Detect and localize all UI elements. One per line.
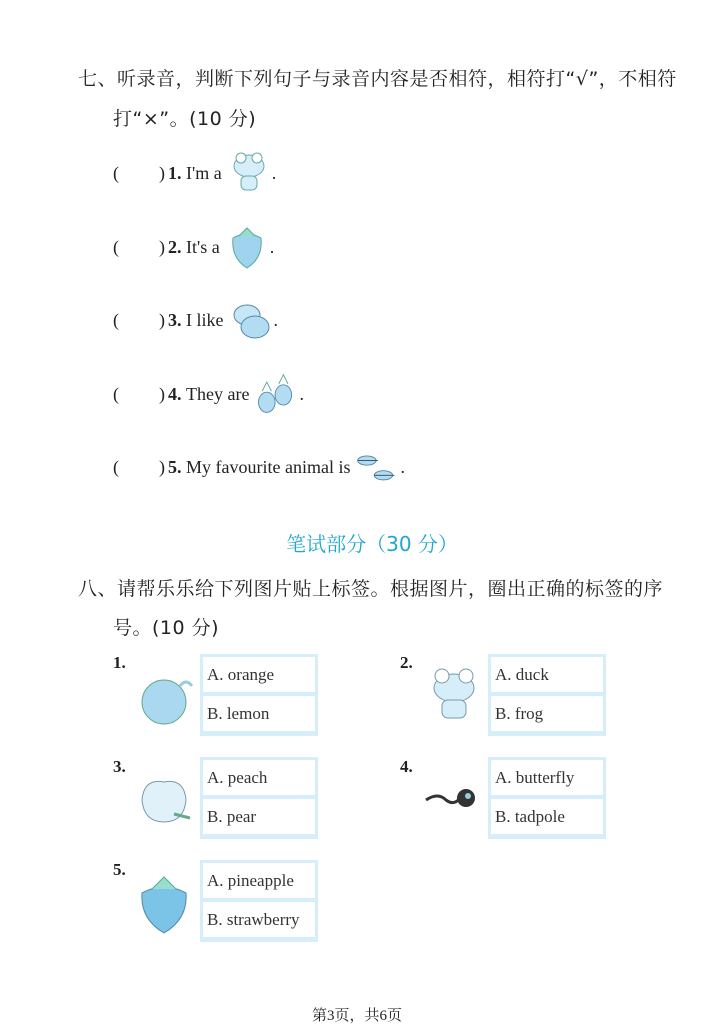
item-text: My favourite animal is xyxy=(186,456,351,477)
item-text: I'm a xyxy=(186,162,222,183)
written-section-heading: 笔试部分（30 分） xyxy=(286,532,458,556)
section8-instructions-cont: 号。(10 分) xyxy=(113,617,220,639)
listening-item-2: ( ) 2. It's a . xyxy=(113,222,274,272)
label-item-number: 5. xyxy=(113,860,126,879)
label-item-number: 4. xyxy=(400,757,413,776)
listening-item-1: ( ) 1. I'm a . xyxy=(113,148,276,198)
option-a[interactable]: A. orange xyxy=(203,657,315,692)
section8-instructions: 八、请帮乐乐给下列图片贴上标签。根据图片，圈出正确的标签的序 xyxy=(78,578,664,600)
option-b[interactable]: B. frog xyxy=(491,696,603,731)
option-a[interactable]: A. pineapple xyxy=(203,863,315,898)
tadpole-image xyxy=(424,770,484,830)
answer-blank[interactable]: ( ) xyxy=(113,162,165,183)
option-b[interactable]: B. pear xyxy=(203,799,315,834)
item-number: 2. xyxy=(168,236,182,257)
peach-image xyxy=(134,770,194,830)
answer-blank[interactable]: ( ) xyxy=(113,236,165,257)
answer-blank[interactable]: ( ) xyxy=(113,456,165,477)
answer-blank[interactable]: ( ) xyxy=(113,309,165,330)
section7-instructions: 七、听录音，判断下列句子与录音内容是否相符，相符打“√”，不相符 xyxy=(78,68,677,90)
strawberry-image xyxy=(134,875,194,935)
page-footer: 第3页，共6页 xyxy=(311,1008,402,1024)
option-b[interactable]: B. lemon xyxy=(203,696,315,731)
dragonflies-image xyxy=(354,444,400,490)
label-options-2 xyxy=(488,654,606,736)
option-b[interactable]: B. tadpole xyxy=(491,799,603,834)
strawberry-image xyxy=(224,224,270,270)
orange-image xyxy=(136,670,196,730)
listening-item-4: ( ) 4. They are . xyxy=(113,369,304,419)
label-options-5 xyxy=(200,860,318,942)
label-options-3 xyxy=(200,757,318,839)
item-number: 4. xyxy=(168,383,182,404)
answer-blank[interactable]: ( ) xyxy=(113,383,165,404)
item-text: They are xyxy=(186,383,250,404)
lemons-image xyxy=(228,297,274,343)
option-b[interactable]: B. strawberry xyxy=(203,902,315,937)
option-a[interactable]: A. duck xyxy=(491,657,603,692)
label-item-number: 2. xyxy=(400,653,413,672)
frog-image xyxy=(424,664,484,724)
frog-image xyxy=(226,150,272,196)
item-text: It's a xyxy=(186,236,220,257)
label-item-number: 3. xyxy=(113,757,126,776)
section7-instructions-cont: 打“×”。(10 分) xyxy=(113,108,257,130)
item-text: I like xyxy=(186,309,224,330)
item-number: 1. xyxy=(168,162,182,183)
item-number: 5. xyxy=(168,456,182,477)
listening-item-5: ( ) 5. My favourite animal is . xyxy=(113,442,405,492)
item-number: 3. xyxy=(168,309,182,330)
option-a[interactable]: A. peach xyxy=(203,760,315,795)
label-options-4 xyxy=(488,757,606,839)
listening-item-3: ( ) 3. I like . xyxy=(113,295,278,345)
label-options-1 xyxy=(200,654,318,736)
label-item-number: 1. xyxy=(113,653,126,672)
option-a[interactable]: A. butterfly xyxy=(491,760,603,795)
pineapples-image xyxy=(253,371,299,417)
